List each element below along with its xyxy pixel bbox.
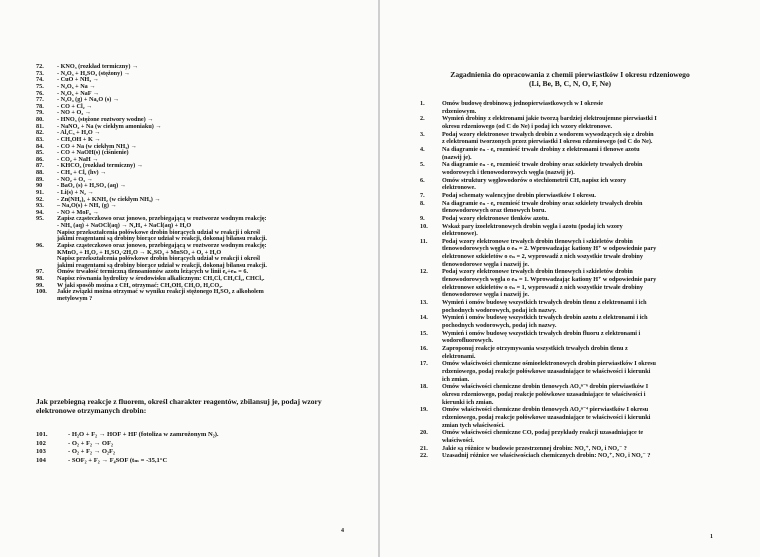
question-line (420, 284, 720, 292)
question-line (420, 238, 720, 246)
reaction-line-text: Omów trwałość termiczną tlenoanionów azotu leżących w linii e₀+eₙ = 6. (57, 268, 249, 276)
reaction-line-text: Zapisz cząsteczkowo oraz jonowo, przebiegającą w roztworze wodnym reakcję: (57, 215, 267, 223)
question-line-number: 17. (420, 360, 428, 368)
question-line (420, 452, 720, 460)
reaction-line-text: - KNO₃ (rozkład termiczny) → (57, 63, 139, 70)
reaction-line-number: 76. (36, 89, 44, 97)
question-line-number (420, 123, 442, 131)
reaction-line-number (36, 296, 57, 303)
fluorine-section-heading: Jak przebiegną reakcje z fluorem, określ charakter reagentów, zbilansuj je, podaj wzory elektronowe otrzymanych drobin: (36, 397, 322, 415)
question-line (420, 314, 720, 322)
question-line (420, 200, 720, 208)
right-page-title (400, 70, 740, 89)
question-line (420, 245, 720, 253)
question-line-number (420, 138, 442, 146)
fluorine-reaction-line-text: - SOF₂ + F₂ → F₄SOF (tₘ = -35,1°C (68, 456, 168, 464)
left-page-number: 4 (341, 528, 344, 534)
fluorine-reaction-line-number: 102 (36, 439, 46, 447)
question-line (420, 276, 720, 284)
question-line-number (420, 307, 442, 315)
reaction-line-number: 99. (36, 281, 44, 289)
question-line-text: Na diagramie eₙ - e₀ rozmieść trwałe drobiny z elektronami i tlenowe azotu (442, 145, 640, 153)
reaction-line-number (36, 223, 57, 230)
reaction-line-text: Napisz przekształcenia połówkowe drobin biorących udział w reakcji i określ (57, 228, 260, 236)
question-line (420, 345, 720, 353)
question-line-text: elektronowe szkieletów o eₙ = 1, wyprowadź z nich wszystkie trwałe drobiny (442, 283, 643, 291)
question-line (420, 207, 720, 215)
question-line (420, 123, 720, 131)
reaction-line-number: 81. (36, 122, 44, 130)
reaction-line-text: - Zn(NH₂)₂ + KNH₂ (w ciekłym NH₃) → (57, 195, 161, 203)
question-line-number (420, 291, 442, 299)
question-line-text: rdzeniowego, podaj reakcje połówkowe uzasadniające te właściwości i kierunki (442, 367, 651, 375)
question-line-text: pochodnych wodorowych, podaj ich nazwy. (442, 306, 557, 314)
question-line-text: tlenowodorowych węgla o eₙ = 1. Wprowadzając kationy H⁺ w odpowiednie pary (442, 276, 657, 284)
question-line-number: 14. (420, 314, 428, 322)
question-line-number: 6. (420, 176, 425, 184)
reaction-line-number: 88. (36, 169, 44, 176)
fluorine-reaction-line (36, 440, 356, 449)
fluorine-reaction-line (36, 431, 356, 440)
reaction-line-text: - NO + MoF₆ → (57, 208, 99, 216)
question-line-text: Podaj wzory elektronowe tlenków azotu. (442, 214, 549, 222)
reaction-line-text: W jaki sposób można z CH₄ otrzymać: CH₃OH, CH₂O, H₂CO₃. (57, 281, 223, 289)
reaction-line-text: - N₂O₃ + H₂SO₄ (stężony) → (57, 69, 130, 77)
question-line-text: Wymień i omów budowę wszystkich trwałych drobin fluoru z elektronami i (442, 329, 641, 337)
question-line-text: Wymień i omów budowę wszystkich trwałych drobin azotu z elektronami i ich (442, 314, 648, 322)
question-line-text: kierunki ich zmian. (442, 398, 494, 406)
fluorine-reaction-line-number: 104 (36, 456, 46, 464)
reaction-line-number: 92. (36, 195, 44, 203)
question-line-text: Omów budowę drobinową jednopierwiastkowych w I okresie (442, 100, 604, 107)
question-line (420, 223, 720, 231)
question-line (420, 131, 720, 139)
question-line (420, 445, 720, 453)
question-line-text: elektronowe). (442, 230, 478, 238)
question-line (420, 230, 720, 238)
question-line-number: 20. (420, 429, 428, 437)
question-line-number: 22. (420, 452, 428, 460)
question-line-number (420, 414, 442, 422)
question-line-number: 12. (420, 268, 428, 276)
question-line-number (420, 253, 442, 261)
question-line-text: Omów właściwości chemiczne CO, podaj przykłady reakcji uzasadniające te (442, 429, 644, 437)
fluorine-reaction-line (36, 448, 356, 457)
question-line (420, 169, 720, 177)
question-line (420, 161, 720, 169)
question-line-text: elektronami. (442, 352, 476, 360)
question-line (420, 337, 720, 345)
question-line-text: okresu rdzeniowego, podaj reakcje połówkowe uzasadniające te właściwości i (442, 390, 646, 398)
question-line-text: rdzeniowego, podaj reakcje połówkowe uzasadniające te właściwości i kierunki (442, 413, 651, 421)
question-line-text: ich zmian. (442, 375, 470, 383)
reaction-line-text: - CO + NaOH(s) (ciśnienie) (57, 149, 129, 157)
question-line-number: 8. (420, 199, 425, 207)
question-line-number: 19. (420, 406, 428, 414)
question-line-number (420, 245, 442, 253)
question-line-text: Omów właściwości chemiczne drobin tlenowych AO₃ⁿ⁻⁶ drobin pierwiastków I (442, 383, 649, 391)
question-line (420, 108, 720, 116)
question-line-text: elektronowe. (442, 184, 476, 192)
question-line (420, 383, 720, 391)
question-line-number (420, 391, 442, 399)
reaction-line-number: 86. (36, 155, 44, 163)
question-line-number: 15. (420, 329, 428, 337)
reaction-line-number (36, 256, 57, 263)
question-line (420, 154, 720, 162)
reaction-line-text: jakimi reagentami są drobiny biorące udział w reakcji, dokonaj bilansu reakcji. (57, 235, 267, 243)
reaction-line-text: - HNO₃ (stężone roztwory wodne) → (57, 116, 154, 123)
reaction-line-text: Zapisz cząsteczkowo oraz jonowo, przebiegającą w roztworze wodnym reakcję: (57, 241, 267, 249)
question-line-number (420, 376, 442, 384)
question-line (420, 115, 720, 123)
question-line-text: (nazwij je). (442, 153, 472, 161)
fluorine-reaction-line-text: - O₂ + F₂ → OF₂ (68, 439, 114, 447)
fluorine-reaction-line-number: 101. (36, 431, 48, 438)
question-line-number (420, 322, 442, 330)
question-line (420, 391, 720, 399)
question-line-number: 18. (420, 383, 428, 391)
reaction-line-number: 95. (36, 215, 44, 223)
question-line (420, 406, 720, 414)
reaction-line-text: - Al₄C₃ + H₂O → (57, 129, 101, 137)
question-line-text: tlenowodorowe węgla i nazwij je. (442, 291, 530, 299)
reaction-line-text: - KHCO₃ (rozkład termiczny) → (57, 162, 143, 170)
question-line-number (420, 353, 442, 361)
left-reaction-list (36, 64, 368, 303)
right-title-line2: (Li, Be, B, C, N, O, F, Ne) (529, 79, 611, 89)
question-line-text: Omów właściwości chemiczne drobin tlenowych AO₂ⁿ⁻⁴ pierwiastków I okresu (442, 406, 649, 414)
question-line-number (420, 207, 442, 215)
question-line-text: Uzasadnij różnice we właściwościach chemicznych drobin: NO₂⁺, NO₂ i NO₂⁻ ? (442, 452, 651, 460)
reaction-line-number: 83. (36, 135, 44, 143)
question-line-text: elektronowe szkieletów o eₙ = 2, wyprowadź z nich wszystkie trwałe drobiny (442, 253, 643, 261)
question-line-text: Podaj wzory elektronowe trwałych drobin z wodorem wywodzących się z drobin (442, 130, 654, 138)
reaction-line-number: 87. (36, 162, 44, 170)
question-line (420, 146, 720, 154)
right-title-line1: Zagadnienia do opracowania z chemii pierwiastków I okresu rdzeniowego (450, 70, 690, 79)
reaction-line-text: Napisz przekształcenia połówkowe drobin biorących udział w reakcji i określ (57, 255, 260, 263)
reaction-line-number: 80. (36, 116, 44, 123)
question-line-text: zmian tych właściwości. (442, 421, 505, 429)
question-line (420, 360, 720, 368)
question-line-number (420, 437, 442, 445)
reaction-line-number (36, 230, 57, 237)
question-line-text: Omów struktury węglowodorów o stechiometrii CH, napisz ich wzory (442, 176, 627, 184)
question-line (420, 376, 720, 384)
question-line-text: Omów właściwości chemiczne ośmioelektronowych drobin pierwiastków I okresu (442, 360, 656, 368)
reaction-line-number: 90 (36, 182, 43, 190)
question-line-number: 9. (420, 214, 425, 222)
reaction-line-text: - CH₃OH + K → (57, 135, 101, 143)
reaction-line-number: 89. (36, 175, 44, 183)
question-line (420, 437, 720, 445)
reaction-line-number: 75. (36, 82, 44, 90)
question-line-text: Wskaż pary izoelektronowych drobin węgla i azotu (podaj ich wzory (442, 222, 623, 230)
question-line-text: Na diagramie eₙ - e₀ rozmieść trwałe drobiny oraz szkielety trwałych drobin (442, 199, 643, 207)
reaction-line-number: 73. (36, 69, 44, 77)
reaction-line-text: metylowym ? (57, 294, 93, 302)
question-line-text: okresu rdzeniowego (od C do Ne) i podaj ich wzory elektronowe. (442, 122, 613, 130)
question-line-text: Jakie są różnice w budowie przestrzennej drobin: NO₂⁺, NO₂ i NO₂⁻ ? (442, 444, 627, 452)
question-line-text: pochodnych wodorowych, podaj ich nazwy. (442, 322, 557, 330)
reaction-line-text: - N₂O₅ + Na → (57, 82, 96, 90)
question-line-number (420, 230, 442, 238)
reaction-line-text: - NH₃ (aq) + NaOCl(aq) → N₂H₄ + NaCl(aq) + H₂O (57, 222, 192, 229)
question-line-number: 1. (420, 100, 425, 107)
question-line-number: 3. (420, 130, 425, 138)
question-line-text: Zaproponuj reakcje otrzymywania wszystkich trwałych drobin tlenu z (442, 345, 628, 352)
question-line (420, 353, 720, 361)
reaction-line-text: - BaO₂ (s) + H₂SO₄ (aq) → (57, 182, 126, 190)
question-line (420, 422, 720, 430)
reaction-line-text: - Li(s) + N₂ → (57, 188, 94, 196)
reaction-line-number (36, 250, 57, 257)
question-line-number (420, 169, 442, 177)
fluorine-reaction-line-text: - H₂O + F₂ → HOF + HF (fotoliza w zamrożonym N₂). (68, 431, 219, 438)
question-line-number (420, 108, 442, 116)
reaction-line-number: 78. (36, 102, 44, 110)
question-line-text: Podaj wzory elektronowe trwałych drobin tlenowych i szkieletów drobin (442, 268, 633, 276)
question-line-number (420, 276, 442, 284)
question-line-number: 11. (420, 237, 428, 245)
question-line (420, 291, 720, 299)
question-line-text: Na diagramie eₙ - e₀ rozmieść trwałe drobiny oraz szkielety trwałych drobin (442, 161, 643, 169)
question-line (420, 414, 720, 422)
reaction-line-text: Jakie związki można otrzymać w wyniku reakcji stężonego H₂SO₄ z alkoholem (57, 288, 264, 296)
fluorine-reaction-line-number: 103 (36, 448, 46, 455)
reaction-line-number: 93. (36, 202, 44, 210)
question-line-text: wodorofluorowych. (442, 337, 494, 345)
reaction-line-number: 72. (36, 63, 44, 70)
question-line-text: z elektronami tworzonych przez pierwiastki I okresu rdzeniowego (od C do Ne). (442, 138, 653, 146)
reaction-line-text: Napisz równania hydrolizy w środowisku alkalicznym: CH₃Cl, CH₂Cl₂, CHCl₃. (57, 275, 265, 282)
reaction-line-text: - NO + O₂ → (57, 109, 91, 117)
question-line (420, 368, 720, 376)
reaction-line-number: 82. (36, 129, 44, 137)
question-line-number (420, 399, 442, 407)
question-line-number: 4. (420, 145, 425, 153)
question-line (420, 253, 720, 261)
reaction-line-text: - CO₂ + NaH → (57, 155, 99, 163)
reaction-line-text: - CH₄ + Cl₂ (hv) → (57, 169, 107, 176)
question-line-number (420, 154, 442, 162)
question-line (420, 322, 720, 330)
reaction-line-number: 100. (36, 288, 47, 296)
question-line-number (420, 368, 442, 376)
fluorine-reaction-line-text: - O₂ + F₂ → O₂F₂ (68, 448, 116, 455)
question-line-text: Podaj schematy walencyjne drobin pierwiastków I okresu. (442, 191, 596, 199)
question-line (420, 268, 720, 276)
question-line-text: Wymień i omów budowę wszystkich trwałych drobin tlenu z elektronami i ich (442, 299, 647, 307)
reaction-line-text: - N₂O₄ (g) + Na₂O (s) → (57, 96, 120, 104)
question-line-text: tlenowodorowych oraz tlenowych boru. (442, 207, 547, 215)
question-line (420, 100, 720, 108)
reaction-line-number: 84. (36, 142, 44, 150)
reaction-line-text: - CuO + NH₃ → (57, 76, 99, 84)
reaction-line-number: 74. (36, 76, 44, 84)
question-line-number: 10. (420, 222, 428, 230)
question-line-number: 7. (420, 191, 425, 199)
question-line-number: 13. (420, 299, 428, 307)
question-line (420, 307, 720, 315)
reaction-line-number: 96. (36, 241, 44, 249)
reaction-line-text: – Na₂O(s) + NH₃ (g) → (57, 202, 117, 210)
question-line (420, 215, 720, 223)
question-line-number: 16. (420, 345, 428, 352)
question-line-text: tlenowodorowych węgla o eₙ = 2. Wprowadzając kationy H⁺ w odpowiednie pary (442, 245, 657, 253)
question-line (420, 184, 720, 192)
reaction-line-text: - NO₂ + O₃ → (57, 175, 93, 183)
question-line-text: wodorowych i tlenowodorowych węgla (nazwij je). (442, 168, 575, 176)
question-line (420, 299, 720, 307)
reaction-line-number: 85. (36, 149, 44, 157)
reaction-line-number: 98. (36, 275, 44, 282)
reaction-line-text: - CO + Cl₂ → (57, 102, 93, 110)
question-line (420, 399, 720, 407)
reaction-line-number: 97. (36, 268, 44, 276)
reaction-line-number: 94. (36, 208, 44, 216)
reaction-line-text: - CO + Na (w ciekłym NH₃) → (57, 142, 137, 150)
fluorine-reaction-line (36, 457, 356, 466)
reaction-line-number: 77. (36, 96, 44, 104)
question-line (420, 192, 720, 200)
question-line-number: 5. (420, 161, 425, 169)
question-line-number (420, 284, 442, 292)
reaction-line (36, 296, 368, 303)
question-line-text: właściwości. (442, 436, 475, 444)
reaction-line-text: - N₂O₅ + NaF → (57, 89, 100, 97)
question-line-number (420, 261, 442, 269)
question-line (420, 429, 720, 437)
right-page-number: 1 (710, 534, 713, 540)
question-line (420, 261, 720, 269)
question-line-number (420, 184, 442, 192)
reaction-line-number: 91. (36, 188, 44, 196)
question-line (420, 177, 720, 185)
right-question-list (420, 100, 720, 460)
question-line-number: 2. (420, 115, 425, 123)
question-line-text: rdzeniowym. (442, 107, 477, 115)
question-line-number: 21. (420, 444, 428, 452)
question-line-number (420, 337, 442, 345)
question-line (420, 138, 720, 146)
fluorine-reaction-list (36, 431, 356, 465)
reaction-line-text: - NaNO₂ + Na (w ciekłym amoniaku) → (57, 122, 162, 130)
reaction-line-text: KMnO₄ + H₂O₂ + H₂SO₄·2H₂O → K₂SO₄ + MnSO₄ + O₂ + H₂O (57, 248, 222, 256)
question-line (420, 330, 720, 338)
question-line-number (420, 422, 442, 430)
question-line-text: Wymień drobiny z elektronami jakie tworzą bardziej elektroujemne pierwiastki I (442, 115, 657, 123)
reaction-line-number: 79. (36, 109, 44, 117)
question-line-text: tlenowodorowe węgla i nazwij je. (442, 260, 530, 268)
reaction-line-text: jakimi reagentami są drobiny biorące udział w reakcji, dokonaj bilansu reakcji. (57, 261, 267, 269)
question-line-text: Podaj wzory elektronowe trwałych drobin tlenowych i szkieletów drobin (442, 237, 633, 245)
